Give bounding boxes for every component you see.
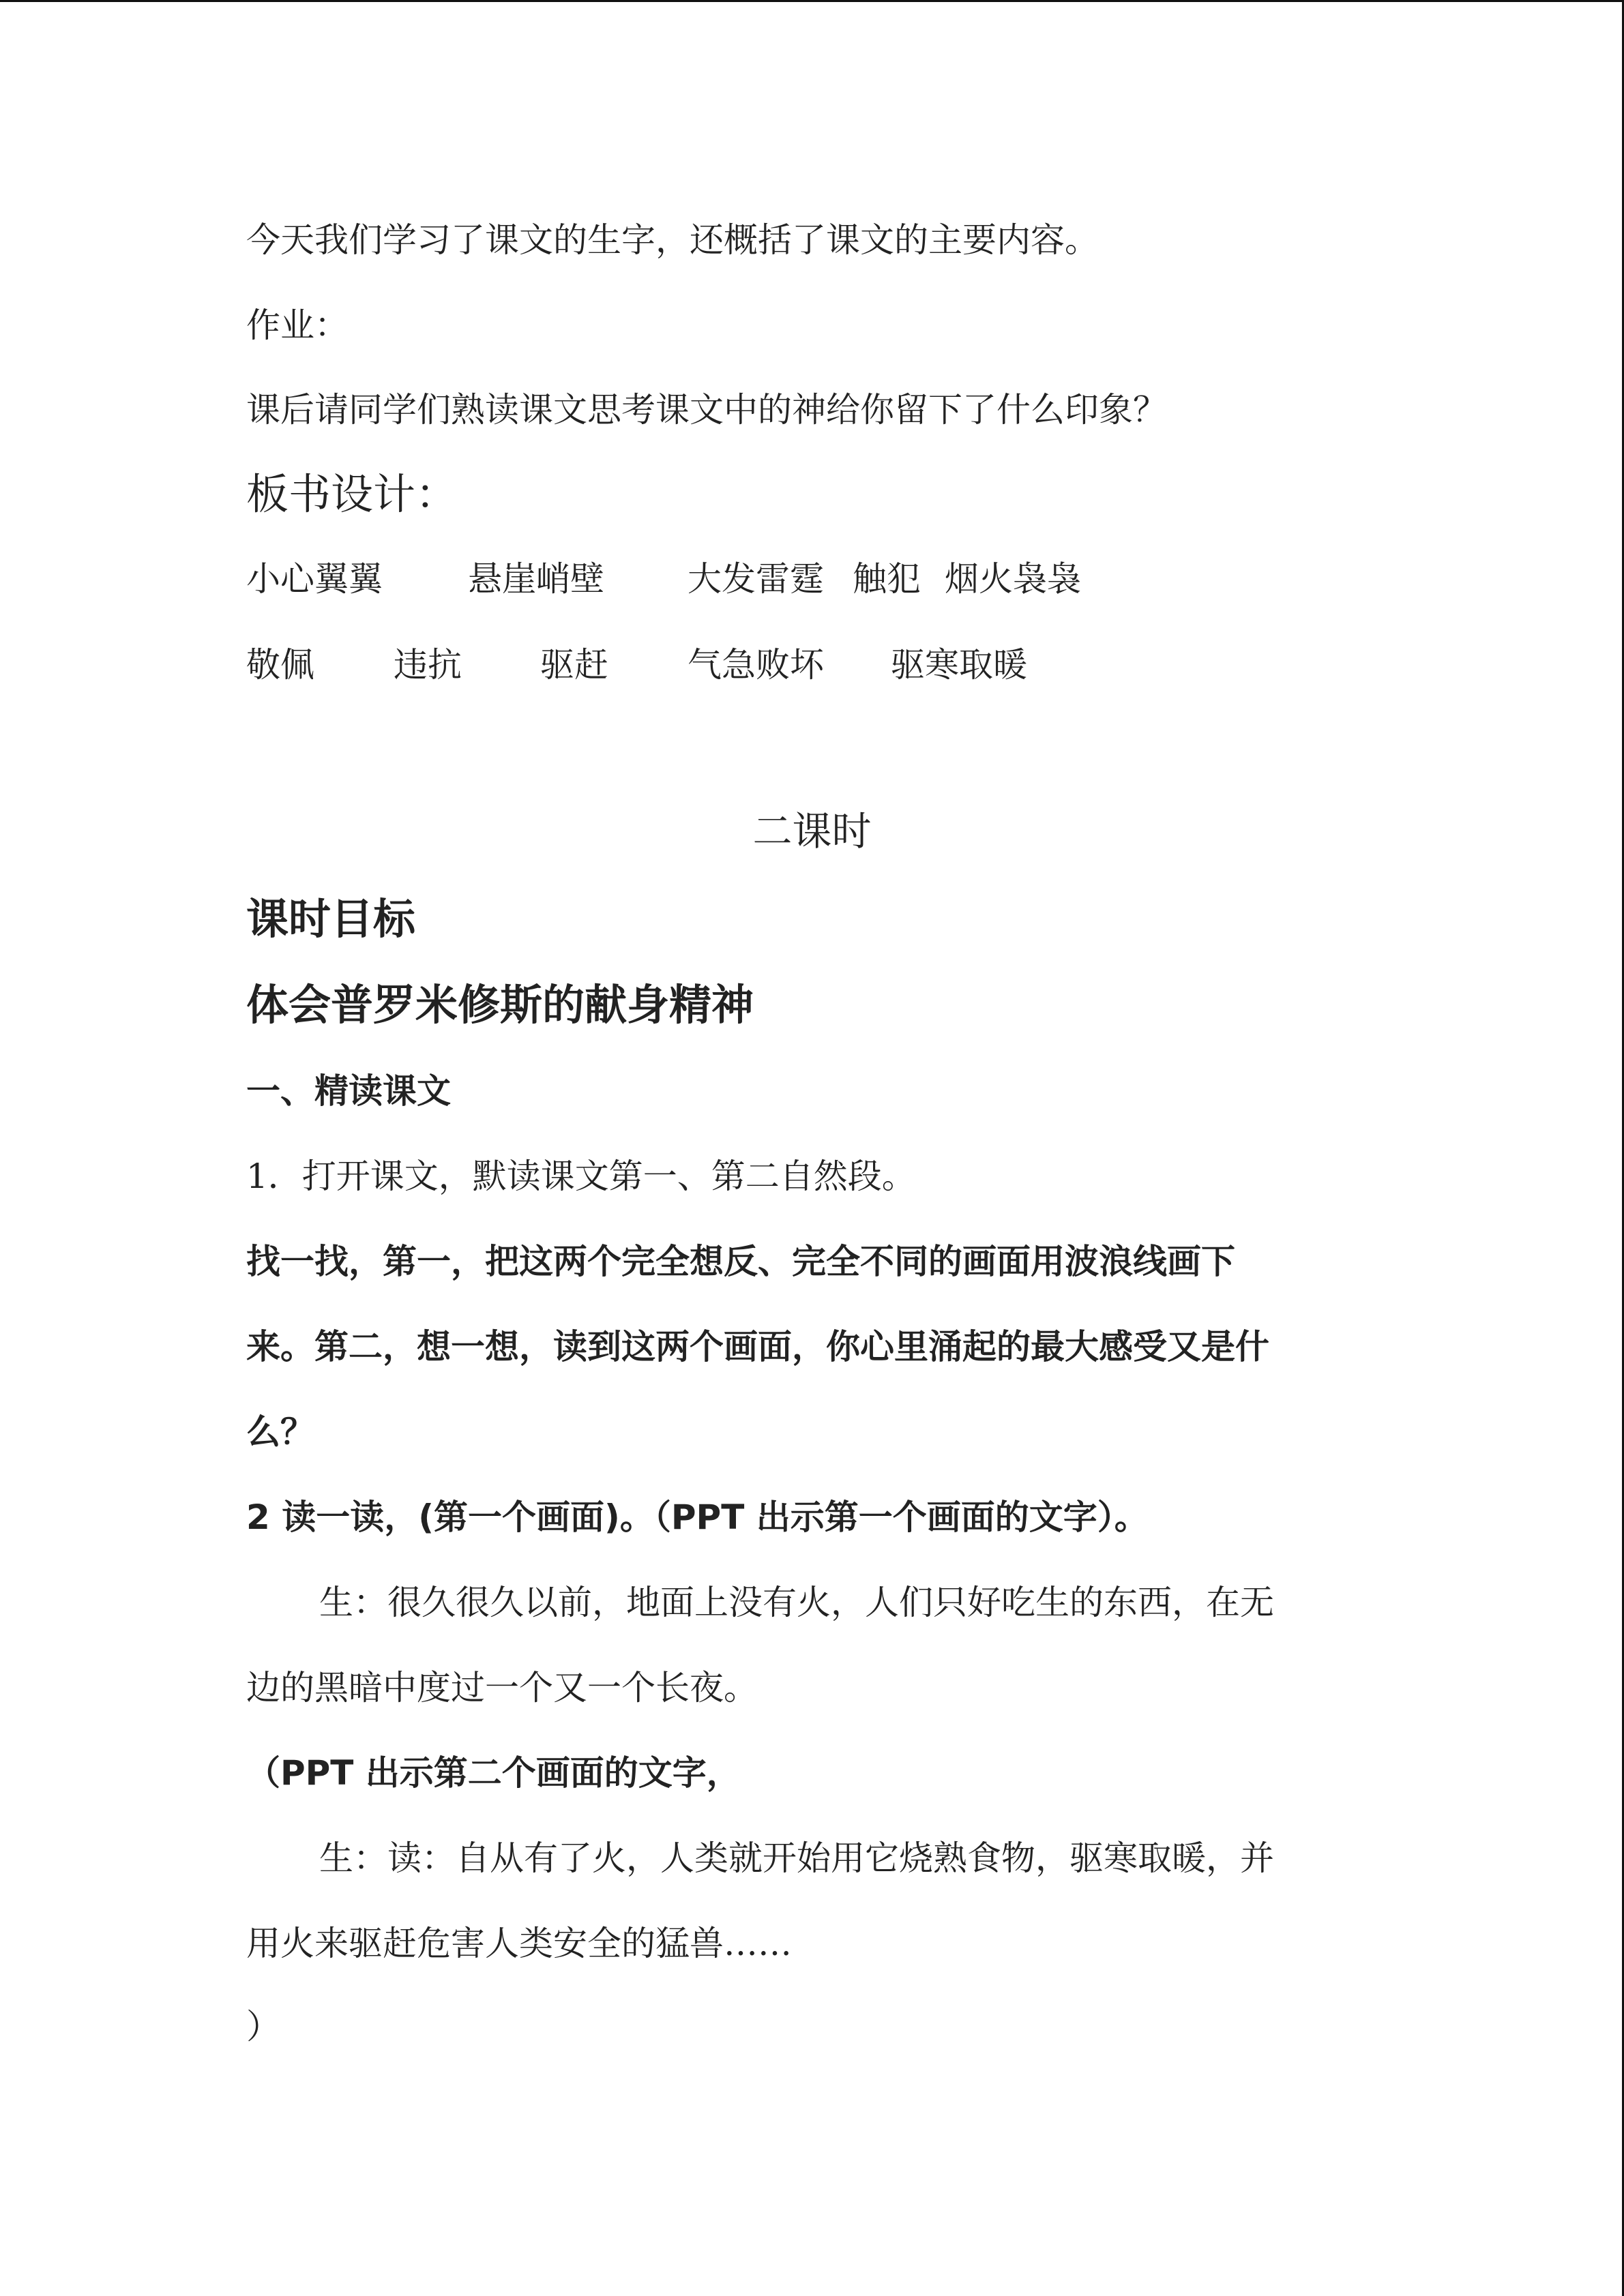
- summary-text: 今天我们学习了课文的生字，还概括了课文的主要内容。: [246, 220, 1099, 260]
- goal-text: 体会普罗米修斯的献身精神: [246, 980, 754, 1030]
- board-word: 驱寒取暖: [891, 645, 1027, 685]
- task-line: 来。第二，想一想，读到这两个画面，你心里涌起的最大感受又是什: [246, 1327, 1269, 1367]
- board-word: 敬佩: [246, 645, 314, 685]
- board-word: 触犯: [853, 559, 921, 599]
- closing-parenthesis: ）: [246, 2007, 280, 2046]
- task-line: 么？: [246, 1412, 314, 1452]
- board-word: 驱赶: [540, 645, 608, 685]
- page-top-border: [0, 0, 1624, 2]
- lesson-two-heading: 二课时: [752, 808, 872, 854]
- board-word: 违抗: [394, 645, 462, 685]
- student-answer-line: 边的黑暗中度过一个又一个长夜。: [246, 1668, 758, 1708]
- board-word: 气急败坏: [688, 645, 824, 685]
- student-answer-line: 生：读：自从有了火，人类就开始用它烧熟食物，驱寒取暖，并: [319, 1838, 1274, 1878]
- step-1-text: 1．打开课文，默读课文第一、第二自然段。: [246, 1157, 916, 1196]
- student-answer-line: 生：很久很久以前，地面上没有火，人们只好吃生的东西，在无: [319, 1583, 1274, 1622]
- student-answer-line: 用火来驱赶危害人类安全的猛兽……: [246, 1924, 792, 1963]
- homework-label: 作业：: [246, 305, 349, 345]
- step-2-text: 2 读一读，(第一个画面)。（PPT 出示第一个画面的文字）。: [246, 1497, 1149, 1537]
- board-word: 大发雷霆: [688, 559, 824, 599]
- section-heading: 一、精读课文: [246, 1071, 451, 1111]
- task-line: 找一找，第一，把这两个完全想反、完全不同的画面用波浪线画下: [246, 1242, 1235, 1281]
- board-word: 小心翼翼: [246, 559, 383, 599]
- board-word: 悬崖峭壁: [468, 559, 604, 599]
- goal-label: 课时目标: [246, 894, 416, 944]
- homework-text: 课后请同学们熟读课文思考课文中的神给你留下了什么印象？: [246, 390, 1167, 430]
- board-design-title: 板书设计：: [246, 469, 458, 519]
- ppt-note: （PPT 出示第二个画面的文字，: [246, 1753, 741, 1793]
- board-word: 烟火袅袅: [945, 559, 1081, 599]
